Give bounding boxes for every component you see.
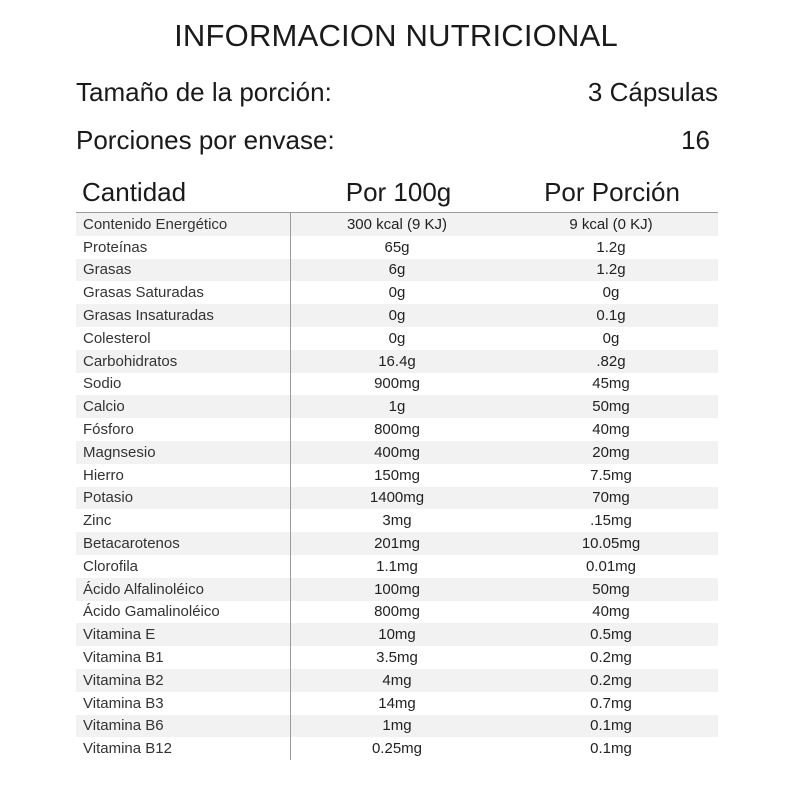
value-per-100g: 900mg [374,375,420,393]
nutrient-name: Vitamina E [83,626,156,644]
nutrient-name: Vitamina B3 [83,694,164,712]
table-row [76,532,718,555]
table-row [76,509,718,532]
value-per-100g: 14mg [378,694,416,712]
value-per-serving: 0.1mg [590,740,632,758]
value-per-100g: 3.5mg [376,649,418,667]
value-per-serving: 0g [602,329,620,347]
servings-per-container-row [76,122,718,158]
value-per-serving: 9 kcal (0 KJ) [569,215,653,233]
nutrient-name: Clorofila [83,557,139,575]
value-per-serving: 0.2mg [590,649,632,667]
value-per-serving: 0.2mg [590,671,632,689]
value-per-serving: 0.5mg [590,626,632,644]
nutrient-name: Magnsesio [83,443,156,461]
column-divider [290,213,291,760]
value-per-100g: 16.4g [378,352,416,370]
value-per-100g: 201mg [374,535,420,553]
header-per-100g: Por 100g [345,177,452,207]
value-per-serving: 0.1mg [590,717,632,735]
value-per-100g: 800mg [374,603,420,621]
value-per-100g: 1.1mg [376,557,418,575]
value-per-100g: 150mg [374,466,420,484]
table-row [76,373,718,396]
value-per-serving: .82g [596,352,626,370]
value-per-serving: 0.7mg [590,694,632,712]
value-per-serving: 40mg [592,421,630,439]
servings-per-container-label: Porciones por envase: [76,124,335,155]
value-per-100g: 0g [388,284,406,302]
value-per-serving: 0.01mg [585,557,637,575]
value-per-100g: 800mg [374,421,420,439]
table-row [76,395,718,418]
table-row [76,487,718,510]
servings-per-container-value: 16 [681,124,710,155]
value-per-serving: 45mg [592,375,630,393]
nutrient-name: Potasio [83,489,134,507]
table-header [76,175,718,211]
page-title: INFORMACION NUTRICIONAL [174,18,618,53]
value-per-100g: 100mg [374,580,420,598]
table-row [76,327,718,350]
value-per-serving: 20mg [592,443,630,461]
table-row [76,441,718,464]
value-per-serving: 40mg [592,603,630,621]
nutrient-name: Ácido Alfalinoléico [83,580,204,598]
value-per-100g: 1400mg [369,489,425,507]
nutrient-name: Contenido Energético [83,215,228,233]
nutrient-name: Ácido Gamalinoléico [83,603,220,621]
value-per-100g: 400mg [374,443,420,461]
table-row [76,737,718,760]
table-row [76,555,718,578]
nutrient-name: Carbohidratos [83,352,178,370]
table-row [76,646,718,669]
value-per-100g: 0.25mg [371,740,423,758]
table-row [76,213,718,236]
value-per-100g: 10mg [378,626,416,644]
table-row [76,281,718,304]
nutrient-name: Sodio [83,375,122,393]
header-per-serving: Por Porción [544,177,680,207]
table-row [76,601,718,624]
nutrient-name: Colesterol [83,329,151,347]
nutrient-name: Grasas Insaturadas [83,307,214,325]
nutrient-name: Zinc [83,512,112,530]
table-row [76,350,718,373]
value-per-100g: 4mg [382,671,412,689]
table-row [76,669,718,692]
value-per-serving: 1.2g [596,238,626,256]
value-per-serving: 50mg [592,398,630,416]
value-per-serving: 0g [602,284,620,302]
value-per-100g: 0g [388,307,406,325]
value-per-100g: 3mg [382,512,412,530]
header-cantidad: Cantidad [82,177,187,207]
value-per-serving: 1.2g [596,261,626,279]
table-row [76,715,718,738]
value-per-100g: 1mg [382,717,412,735]
value-per-serving: 7.5mg [590,466,632,484]
nutrition-table [76,212,718,760]
nutrient-name: Vitamina B1 [83,649,164,667]
serving-size-value: 3 Cápsulas [587,76,718,107]
nutrient-name: Vitamina B2 [83,671,164,689]
table-row [76,623,718,646]
table-row [76,236,718,259]
value-per-100g: 300 kcal (9 KJ) [346,215,448,233]
table-row [76,464,718,487]
table-row [76,418,718,441]
serving-size-row [76,74,718,110]
value-per-serving: 10.05mg [581,535,641,553]
value-per-serving: 70mg [592,489,630,507]
nutrient-name: Vitamina B6 [83,717,164,735]
value-per-serving: 0.1g [596,307,626,325]
value-per-100g: 1g [388,398,406,416]
nutrient-name: Grasas [83,261,132,279]
nutrient-name: Proteínas [83,238,148,256]
value-per-100g: 0g [388,329,406,347]
nutrient-name: Betacarotenos [83,535,180,553]
nutrient-name: Calcio [83,398,125,416]
table-row [76,304,718,327]
serving-size-label: Tamaño de la porción: [76,76,332,107]
value-per-serving: 50mg [592,580,630,598]
nutrient-name: Vitamina B12 [83,740,172,758]
nutrient-name: Fósforo [83,421,134,439]
table-row [76,692,718,715]
table-row [76,578,718,601]
table-row [76,259,718,282]
nutrient-name: Hierro [83,466,124,484]
value-per-100g: 6g [388,261,406,279]
nutrient-name: Grasas Saturadas [83,284,204,302]
value-per-serving: .15mg [590,512,632,530]
value-per-100g: 65g [384,238,410,256]
